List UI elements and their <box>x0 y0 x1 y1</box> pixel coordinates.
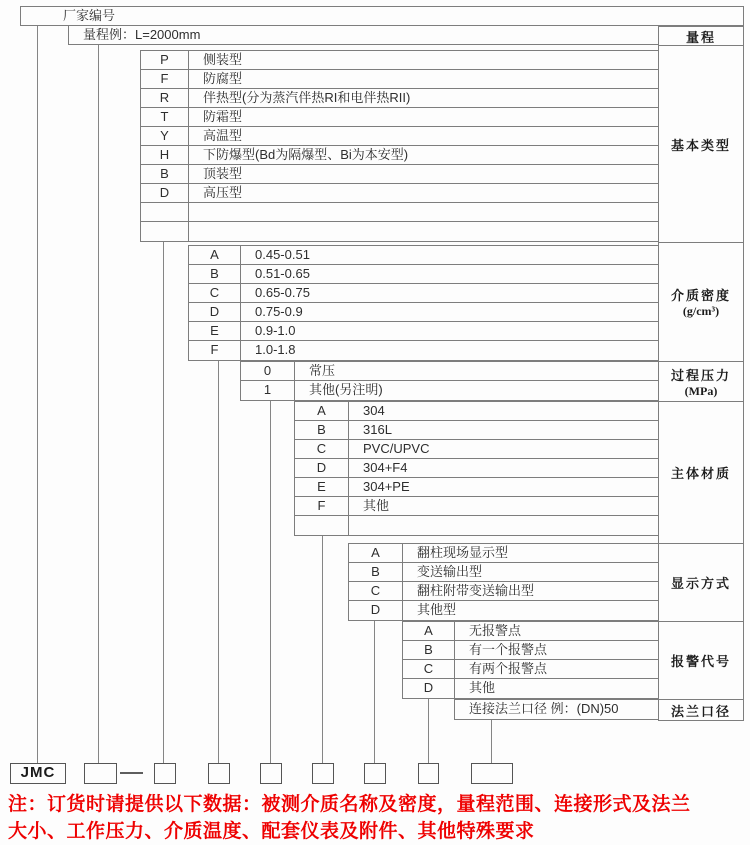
code-row <box>349 601 658 620</box>
desc-cell: 304 <box>363 403 385 418</box>
label-pressure-unit: (MPa) <box>684 383 718 398</box>
code-cell: B <box>349 563 403 581</box>
desc-cell: PVC/UPVC <box>363 441 430 456</box>
desc-cell: 高温型 <box>203 128 243 143</box>
label-body-material <box>659 402 743 544</box>
code-row <box>295 402 658 421</box>
code-row <box>189 265 658 284</box>
desc-cell: 其他(另注明) <box>309 382 383 397</box>
desc-cell: 伴热型(分为蒸汽伴热RI和电伴热RII) <box>203 90 411 105</box>
code-cell: C <box>349 582 403 600</box>
ordering-note-line2: 大小、工作压力、介质温度、配套仪表及附件、其他特殊要求 <box>8 821 535 842</box>
desc-cell: 常压 <box>309 363 336 378</box>
manufacturer-number-label: 厂家编号 <box>63 8 116 23</box>
label-alarm-code <box>659 622 743 700</box>
code-row <box>295 516 658 535</box>
range-example-row <box>68 26 658 45</box>
code-row <box>403 622 658 641</box>
code-row <box>141 203 658 222</box>
desc-cell <box>189 222 658 241</box>
flange-size-table <box>454 699 658 720</box>
desc-cell: 其他 <box>363 498 390 513</box>
flange-code-box <box>471 763 513 784</box>
code-row <box>349 582 658 601</box>
code-row <box>141 70 658 89</box>
connector-line-material <box>322 536 323 763</box>
code-row <box>141 127 658 146</box>
connector-line-density <box>218 361 219 763</box>
code-cell <box>141 222 189 241</box>
desc-cell: 0.45-0.51 <box>255 247 310 262</box>
label-basic-type-text: 基本类型 <box>670 137 731 153</box>
desc-cell: 1.0-1.8 <box>255 342 296 357</box>
code-row <box>241 381 658 400</box>
code-cell: D <box>189 303 241 321</box>
desc-cell: 防腐型 <box>203 71 243 86</box>
code-row <box>295 497 658 516</box>
code-row <box>189 303 658 322</box>
code-cell: E <box>189 322 241 340</box>
code-cell: A <box>189 246 241 264</box>
label-basic-type <box>659 46 743 243</box>
alarm-code-table <box>402 621 658 699</box>
manufacturer-number-row <box>20 6 744 26</box>
code-cell: A <box>403 622 455 640</box>
connector-line-flange <box>491 720 492 763</box>
label-material-text: 主体材质 <box>670 466 731 481</box>
code-cell: A <box>349 544 403 562</box>
code-row <box>295 459 658 478</box>
desc-cell: 有两个报警点 <box>469 661 548 676</box>
code-cell: F <box>295 497 349 515</box>
code-row <box>141 89 658 108</box>
label-range-text: 量程 <box>685 29 716 45</box>
connector-line-pressure <box>270 401 271 763</box>
code-row <box>403 660 658 679</box>
desc-cell: 其他 <box>469 680 496 695</box>
code-cell: D <box>141 184 189 202</box>
desc-cell: 防霜型 <box>203 109 243 124</box>
desc-cell: 连接法兰口径 例：(DN)50 <box>469 701 619 716</box>
code-cell: R <box>141 89 189 107</box>
connector-line-manufacturer <box>37 26 38 763</box>
dash-separator <box>120 772 143 774</box>
desc-cell: 变送输出型 <box>417 564 483 579</box>
code-row <box>189 246 658 265</box>
code-cell: C <box>295 440 349 458</box>
desc-cell: 0.9-1.0 <box>255 323 296 338</box>
code-row <box>295 478 658 497</box>
desc-cell <box>349 516 658 535</box>
code-row <box>403 679 658 698</box>
label-process-pressure <box>659 362 743 402</box>
display-code-box <box>364 763 386 784</box>
label-range <box>659 27 743 46</box>
desc-cell: 下防爆型(Bd为隔爆型、Bi为本安型) <box>203 147 409 162</box>
label-display-mode <box>659 544 743 622</box>
code-cell: C <box>403 660 455 678</box>
code-cell: H <box>141 146 189 164</box>
code-cell: B <box>141 165 189 183</box>
label-density-text: 介质密度 <box>670 288 731 303</box>
desc-cell: 有一个报警点 <box>469 642 548 657</box>
desc-cell: 其他型 <box>417 602 457 617</box>
material-table <box>294 401 658 536</box>
connector-line-alarm <box>428 699 429 763</box>
range-code-box <box>84 763 117 784</box>
code-cell: F <box>141 70 189 88</box>
desc-cell: 翻柱现场显示型 <box>417 545 509 560</box>
code-row <box>141 222 658 241</box>
label-density-unit: (g/cm³) <box>682 304 720 318</box>
label-display-text: 显示方式 <box>670 576 731 591</box>
code-row <box>141 51 658 70</box>
basic-type-code-box <box>154 763 176 784</box>
code-cell: F <box>189 341 241 360</box>
code-row <box>241 362 658 381</box>
code-cell: 0 <box>241 362 295 380</box>
pressure-code-box <box>260 763 282 784</box>
desc-cell: 0.65-0.75 <box>255 285 310 300</box>
code-cell: D <box>295 459 349 477</box>
code-row <box>141 108 658 127</box>
density-table <box>188 245 658 361</box>
material-code-box <box>312 763 334 784</box>
code-row <box>141 146 658 165</box>
code-row <box>189 322 658 341</box>
code-cell: T <box>141 108 189 126</box>
desc-cell: 侧装型 <box>203 52 243 67</box>
code-cell <box>295 516 349 535</box>
code-cell: 1 <box>241 381 295 400</box>
code-cell: B <box>189 265 241 283</box>
desc-cell: 304+PE <box>363 479 410 494</box>
connector-line-display <box>374 621 375 763</box>
code-row <box>141 184 658 203</box>
label-alarm-text: 报警代号 <box>670 654 731 669</box>
range-example-label: 量程例：L=2000mm <box>83 27 201 42</box>
code-cell: B <box>403 641 455 659</box>
label-flange-size <box>659 700 743 721</box>
code-row <box>141 165 658 184</box>
code-cell: C <box>189 284 241 302</box>
code-cell: P <box>141 51 189 69</box>
code-row <box>349 544 658 563</box>
desc-cell: 0.75-0.9 <box>255 304 303 319</box>
display-mode-table <box>348 543 658 621</box>
connector-line-range <box>98 45 99 763</box>
alarm-code-box <box>418 763 439 784</box>
model-prefix-box: JMC <box>10 763 66 784</box>
desc-cell: 316L <box>363 422 392 437</box>
desc-cell: 304+F4 <box>363 460 408 475</box>
code-cell <box>141 203 189 221</box>
desc-cell: 顶装型 <box>203 166 243 181</box>
code-cell: D <box>349 601 403 620</box>
desc-cell: 无报警点 <box>469 623 522 638</box>
basic-type-table <box>140 50 658 242</box>
label-flange-text: 法兰口径 <box>670 703 731 719</box>
code-cell: B <box>295 421 349 439</box>
code-row <box>295 421 658 440</box>
code-row <box>189 284 658 303</box>
desc-cell: 翻柱附带变送输出型 <box>417 583 535 598</box>
code-row <box>349 563 658 582</box>
label-pressure-text: 过程压力 <box>670 367 731 383</box>
desc-cell: 0.51-0.65 <box>255 266 310 281</box>
pressure-table <box>240 361 658 401</box>
label-medium-density <box>659 243 743 362</box>
code-row <box>189 341 658 360</box>
code-row <box>403 641 658 660</box>
code-cell: E <box>295 478 349 496</box>
ordering-note-line1: 注：订货时请提供以下数据：被测介质名称及密度，量程范围、连接形式及法兰 <box>8 794 691 815</box>
code-cell: Y <box>141 127 189 145</box>
category-label-column <box>658 26 744 721</box>
code-row <box>295 440 658 459</box>
density-code-box <box>208 763 230 784</box>
desc-cell: 高压型 <box>203 185 243 200</box>
code-cell: A <box>295 402 349 420</box>
connector-line-basic-type <box>163 242 164 763</box>
code-cell: D <box>403 679 455 698</box>
ordering-note <box>8 791 744 845</box>
desc-cell <box>189 203 658 221</box>
code-row <box>455 700 658 719</box>
